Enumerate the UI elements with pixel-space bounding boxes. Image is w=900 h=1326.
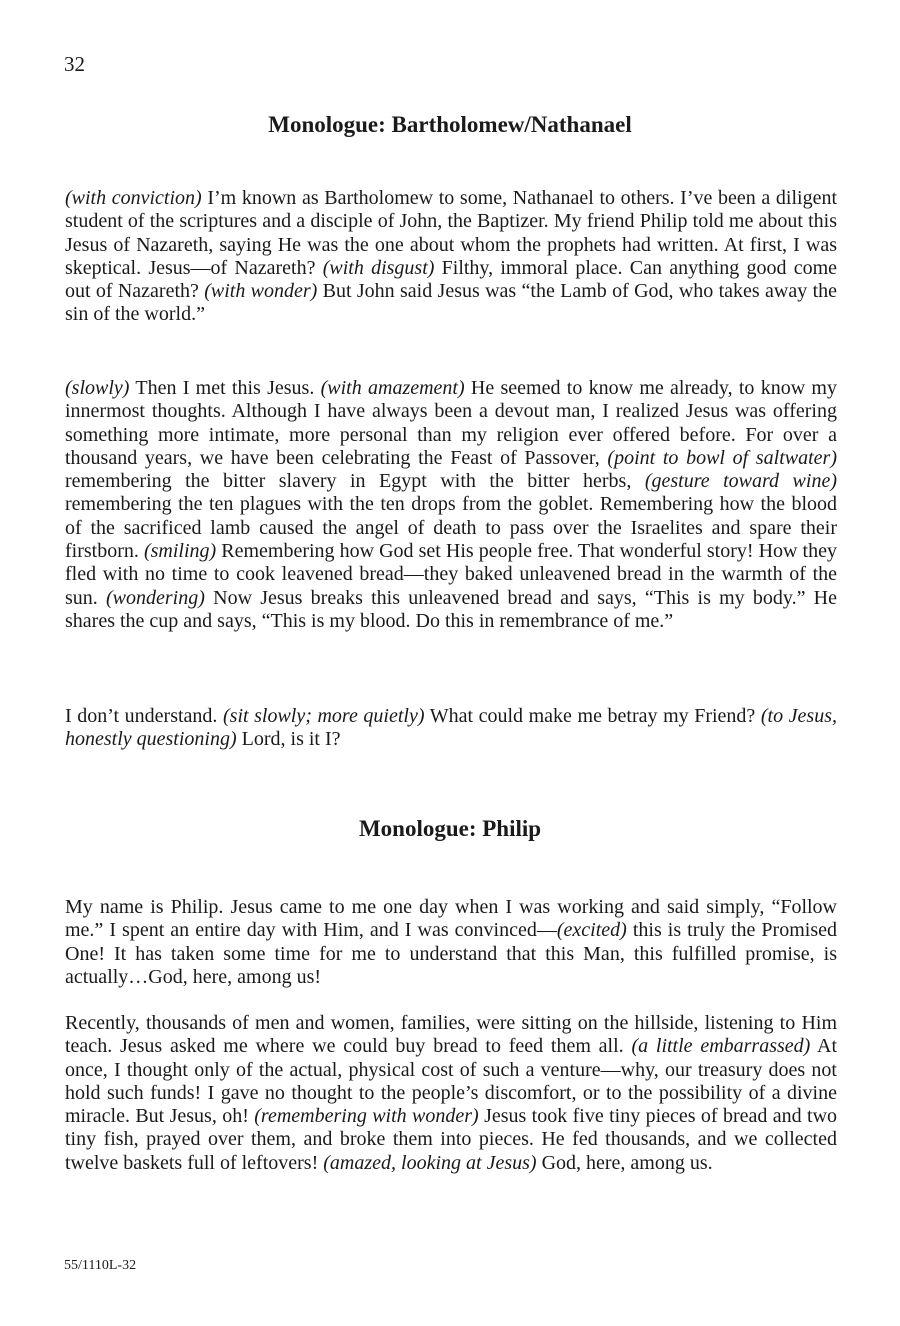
- monologue-text: But John said Jesus was “the Lamb of God, who takes away the sin of the world.”: [65, 280, 837, 326]
- monologue-text: remembering the ten plagues with the ten drops from the goblet. Remembering how the blood of the sacrificed lamb caused the angel of death to pass over the Israelites and spare their firstborn.: [65, 493, 837, 563]
- page-number: 32: [64, 52, 85, 76]
- monologue-text: I’m known as Bartholomew to some, Nathanael to others. I’ve been a diligent student of the scriptures and a disciple of John, the Baptizer. My friend Philip told me about this Jesus of Nazareth, saying He was the one about whom the prophets had written. At first, I was skeptical. Jesus—of Nazareth?: [65, 187, 837, 279]
- monologue-text: this is truly the Promised One! It has taken some time for me to understand that this Man, this fulfilled promise, is actually…God, here, among us!: [65, 919, 837, 988]
- paragraph: [65, 187, 837, 327]
- stage-direction: (with conviction): [65, 187, 202, 209]
- monologue-text: What could make me betray my Friend?: [424, 705, 761, 727]
- stage-direction: (with disgust): [322, 256, 435, 279]
- paragraph: [65, 705, 837, 752]
- stage-direction: (point to bowl of saltwater): [607, 446, 837, 469]
- stage-direction: (slowly): [65, 377, 130, 399]
- monologue-text: At once, I thought only of the actual, physical cost of such a venture—why, our treasury does not hold such funds! I gave no thought to the people’s discomfort, or to the possibility of a divine miracle. But Jesus, oh!: [65, 1035, 837, 1128]
- stage-direction: (to Jesus, honestly questioning): [65, 705, 837, 751]
- paragraph: [65, 1012, 837, 1175]
- stage-direction: (smiling): [143, 540, 217, 563]
- footer-code: 55/1110L-32: [64, 1258, 137, 1273]
- monologue-text: remembering the bitter slavery in Egypt with the bitter herbs,: [65, 470, 645, 493]
- stage-direction: (wondering): [106, 586, 205, 609]
- stage-direction: (remembering with wonder): [254, 1105, 479, 1128]
- stage-direction: (with amazement): [320, 377, 465, 399]
- stage-direction: (sit slowly; more quietly): [223, 705, 425, 727]
- section-title-philip: Monologue: Philip: [358, 816, 542, 841]
- paragraph: [65, 377, 837, 633]
- paragraph: [65, 896, 837, 989]
- section-title-bartholomew: Monologue: Bartholomew/Nathanael: [268, 112, 632, 137]
- monologue-text: I don’t understand.: [65, 705, 223, 727]
- monologue-text: Recently, thousands of men and women, families, were sitting on the hillside, listening to Him teach. Jesus asked me where we could buy bread to feed them all.: [65, 1012, 837, 1058]
- stage-direction: (excited): [556, 919, 627, 942]
- monologue-text: Now Jesus breaks this unleavened bread and says, “This is my body.” He shares the cup and says, “This is my blood. Do this in remembrance of me.”: [65, 586, 837, 632]
- stage-direction: (gesture toward wine): [644, 470, 837, 493]
- stage-direction: (amazed, looking at Jesus): [323, 1151, 537, 1174]
- monologue-text: Filthy, immoral place. Can anything good come out of Nazareth?: [65, 256, 837, 303]
- monologue-text: Remembering how God set His people free. That wonderful story! How they fled with no time to cook leavened bread—they baked unleavened bread in the warmth of the sun.: [65, 540, 837, 609]
- stage-direction: (a little embarrassed): [631, 1035, 811, 1058]
- monologue-text: My name is Philip. Jesus came to me one day when I was working and said simply, “Follow me.” I spent an entire day with Him, and I was convinced—: [65, 896, 837, 942]
- monologue-text: Then I met this Jesus.: [129, 377, 321, 399]
- monologue-text: Jesus took five tiny pieces of bread and two tiny fish, prayed over them, and broke them into pieces. He fed thousands, and we collected twelve baskets full of leftovers!: [65, 1105, 838, 1174]
- stage-direction: (with wonder): [204, 280, 318, 303]
- monologue-text: Lord, is it I?: [236, 728, 341, 751]
- monologue-text: He seemed to know me already, to know my innermost thoughts. Although I have always been a devout man, I realized Jesus was offering something more intimate, more personal than my religion ever offered before. For over a thousand years, we have been celebrating the Feast of Passover,: [65, 377, 837, 469]
- monologue-text: God, here, among us.: [536, 1151, 713, 1174]
